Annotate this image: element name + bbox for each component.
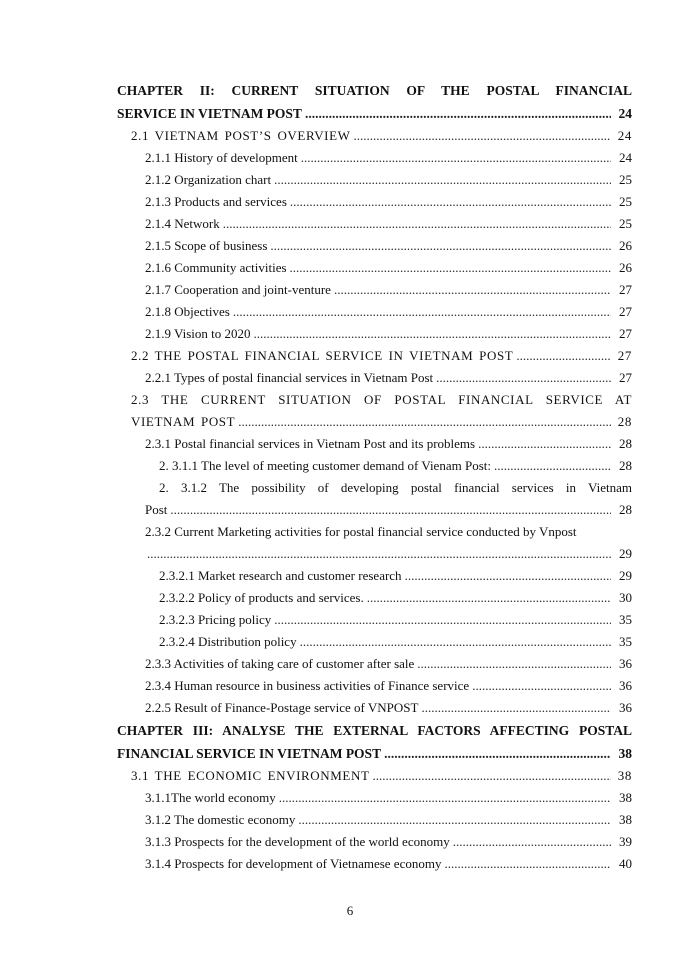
page-number: 6 <box>346 903 354 918</box>
toc-entry-2-1-6[interactable]: 2.1.6 Community activities ..... 26 <box>117 257 632 279</box>
toc-entry-2-3-line1[interactable]: 2.3 THE CURRENT SITUATION OF POSTAL FINANCIAL SERVICE AT <box>131 392 632 407</box>
toc-entry-2-3-1-1[interactable]: 2. 3.1.1 The level of meeting customer demand of Vienam Post: ..... 28 <box>117 455 632 477</box>
toc-entry-2-3-1-2-line2[interactable]: Post ..... 28 <box>117 499 632 521</box>
toc-entry-2-1-8[interactable]: 2.1.8 Objectives ..... 27 <box>117 301 632 323</box>
toc-entry-2-3-2-1[interactable]: 2.3.2.1 Market research and customer research ..... 29 <box>117 565 632 587</box>
toc-entry-3-1-4[interactable]: 3.1.4 Prospects for development of Vietnamese economy ..... 40 <box>117 853 632 875</box>
toc-entry-2-2[interactable]: 2.2 THE POSTAL FINANCIAL SERVICE IN VIETNAM POST ..... 27 <box>117 345 632 367</box>
toc-entry-2-3-line2[interactable]: VIETNAM POST ..... 28 <box>117 411 632 433</box>
toc-entry-2-3-1-2-line1[interactable]: 2. 3.1.2 The possibility of developing postal financial services in Vietnam <box>159 480 632 495</box>
page-ref: 24 <box>618 106 632 121</box>
toc-entry-2-1[interactable]: 2.1 VIETNAM POST’S OVERVIEW ..... 24 <box>117 125 632 147</box>
toc-entry-2-3-2-3[interactable]: 2.3.2.3 Pricing policy ..... 35 <box>117 609 632 631</box>
toc-entry-2-1-9[interactable]: 2.1.9 Vision to 2020 ..... 27 <box>117 323 632 345</box>
toc-chapter-3-line1[interactable]: CHAPTER III: ANALYSE THE EXTERNAL FACTORS AFFECTING POSTAL <box>117 723 632 738</box>
toc-chapter-3-line2[interactable]: FINANCIAL SERVICE IN VIETNAM POST ..... 38 <box>117 742 632 765</box>
toc-entry-2-1-3[interactable]: 2.1.3 Products and services ..... 25 <box>117 191 632 213</box>
toc-entry-2-1-5[interactable]: 2.1.5 Scope of business ..... 26 <box>117 235 632 257</box>
toc-entry-2-3-3[interactable]: 2.3.3 Activities of taking care of customer after sale ..... 36 <box>117 653 632 675</box>
toc-entry-3-1-1[interactable]: 3.1.1The world economy ..... 38 <box>117 787 632 809</box>
toc-chapter-2-line2[interactable]: SERVICE IN VIETNAM POST ..... 24 <box>117 102 632 125</box>
toc-entry-2-2-1[interactable]: 2.2.1 Types of postal financial services in Vietnam Post ..... 27 <box>117 367 632 389</box>
toc-entry-2-2-5[interactable]: 2.2.5 Result of Finance-Postage service of VNPOST ..... 36 <box>117 697 632 719</box>
toc-entry-3-1[interactable]: 3.1 THE ECONOMIC ENVIRONMENT ..... 38 <box>117 765 632 787</box>
table-of-contents <box>117 79 632 875</box>
toc-entry-2-3-2-4[interactable]: 2.3.2.4 Distribution policy ..... 35 <box>117 631 632 653</box>
toc-entry-2-1-2[interactable]: 2.1.2 Organization chart ..... 25 <box>117 169 632 191</box>
toc-entry-2-3-2-2[interactable]: 2.3.2.2 Policy of products and services. ..... 30 <box>117 587 632 609</box>
toc-entry-3-1-3[interactable]: 3.1.3 Prospects for the development of the world economy ..... 39 <box>117 831 632 853</box>
toc-entry-2-3-4[interactable]: 2.3.4 Human resource in business activities of Finance service ..... 36 <box>117 675 632 697</box>
toc-entry-2-1-1[interactable]: 2.1.1 History of development ..... 24 <box>117 147 632 169</box>
toc-entry-2-1-7[interactable]: 2.1.7 Cooperation and joint-venture ..... 27 <box>117 279 632 301</box>
toc-entry-2-3-2-line1[interactable]: 2.3.2 Current Marketing activities for postal financial service conducted by Vnpost <box>145 524 577 539</box>
toc-entry-2-3-2-line2[interactable]: ..... 29 <box>117 543 632 565</box>
toc-entry-2-1-4[interactable]: 2.1.4 Network ..... 25 <box>117 213 632 235</box>
leader-dots <box>305 102 611 125</box>
toc-entry-3-1-2[interactable]: 3.1.2 The domestic economy ..... 38 <box>117 809 632 831</box>
toc-entry-2-3-1[interactable]: 2.3.1 Postal financial services in Vietnam Post and its problems ..... 28 <box>117 433 632 455</box>
toc-chapter-2-line1[interactable]: CHAPTER II: CURRENT SITUATION OF THE POSTAL FINANCIAL <box>117 83 632 98</box>
